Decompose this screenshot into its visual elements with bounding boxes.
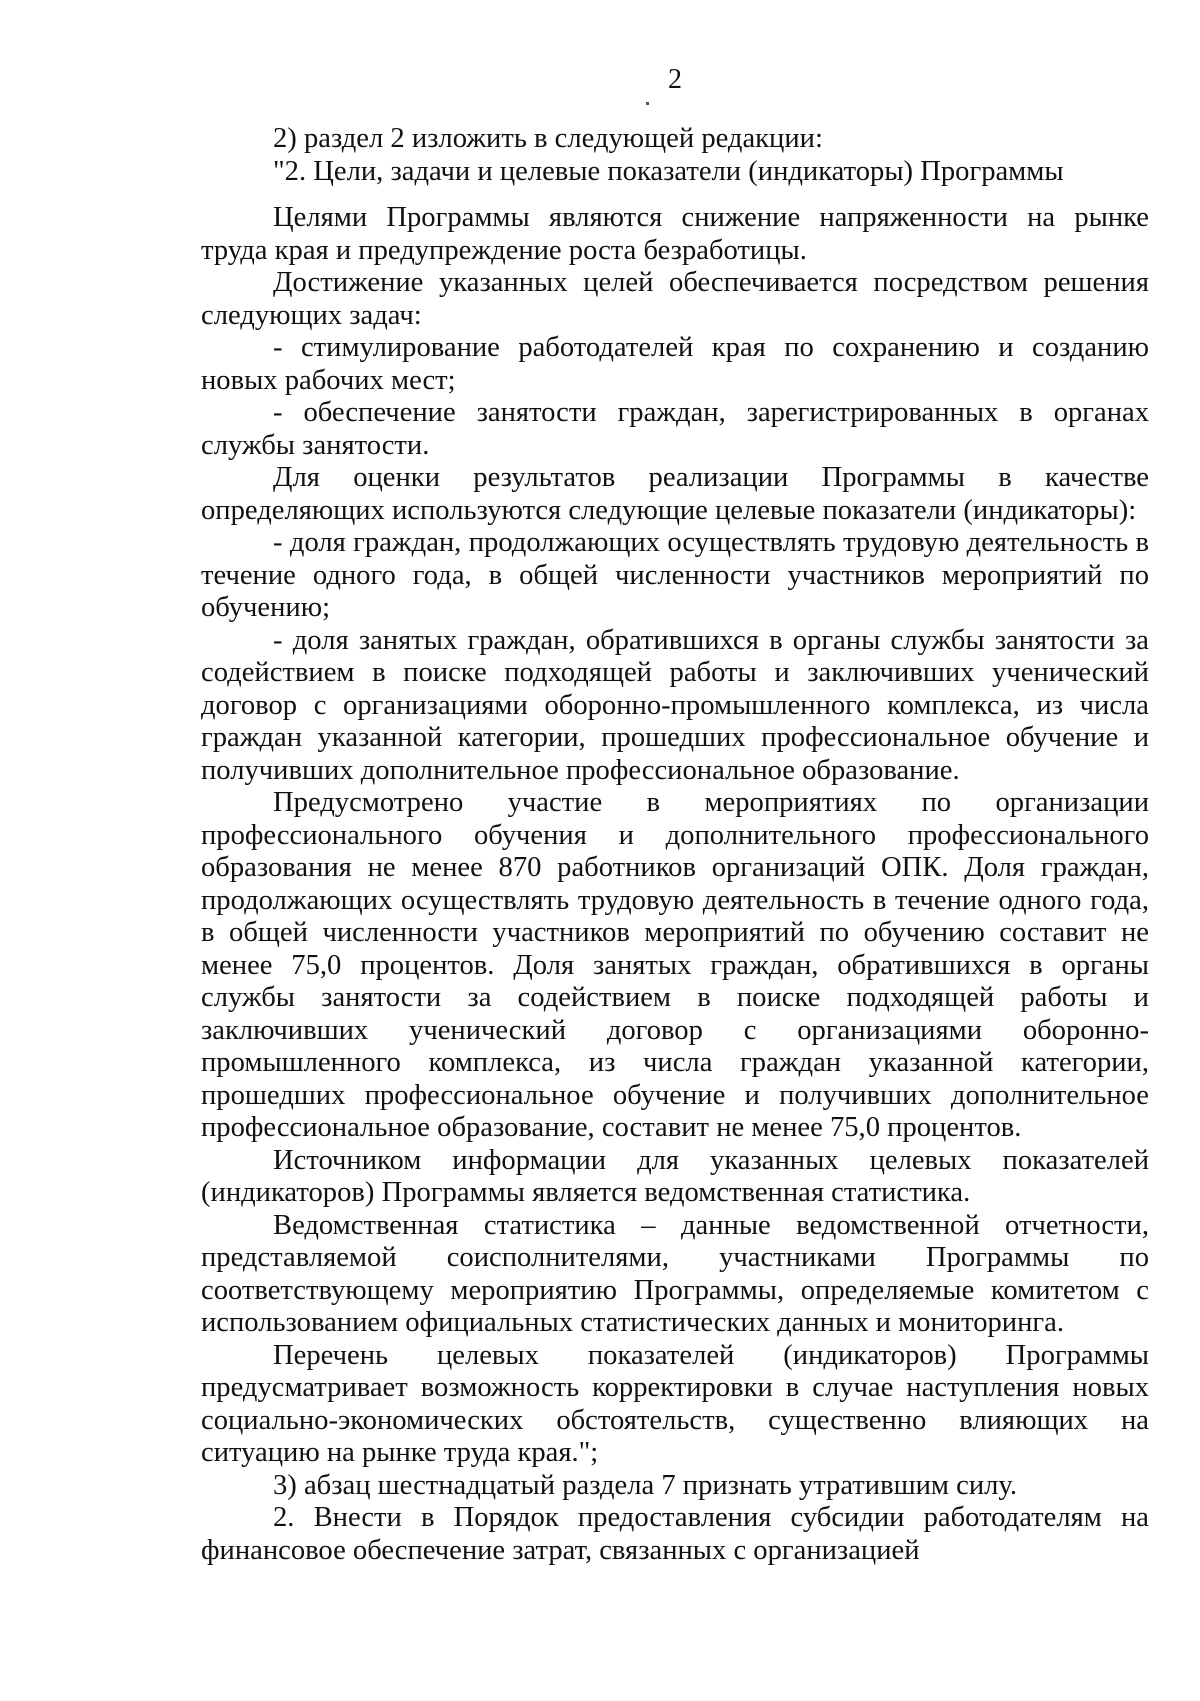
paragraph-section-2-start: 2. Внести в Порядок предоставления субсидии работодателям на финансовое обеспечение затрат, связанных с организацией <box>201 1502 1149 1566</box>
paragraph-planned-participation: Предусмотрено участие в мероприятиях по организации профессионального обучения и дополнительного профессионального образования не менее 870 работников организаций ОПК. Доля граждан, продолжающих осуществлять трудовую деятельность в течение одного года, в общей численности участников мероприятий по обучению составит не менее 75,0 процентов. Доля занятых граждан, обратившихся в органы службы занятости за содействием в поиске подходящей работы и заключивших ученический договор с организациями оборонно-промышленного комплекса, из числа граждан указанной категории, прошедших профессиональное обучение и получивших дополнительное профессиональное образование, составит не менее 75,0 процентов. <box>201 787 1149 1143</box>
paragraph-information-source: Источником информации для указанных целевых показателей (индикаторов) Программы является ведомственная статистика. <box>201 1144 1149 1208</box>
section-heading: "2. Цели, задачи и целевые показатели (индикаторы) Программы <box>273 155 1064 187</box>
amendment-item-2: 2) раздел 2 изложить в следующей редакции: <box>273 123 823 154</box>
paragraph-indicator-list-adjustment: Перечень целевых показателей (индикаторов) Программы предусматривает возможность корректировки в случае наступления новых социально-экономических обстоятельств, существенно влияющих на ситуацию на рынке труда края."; <box>201 1339 1149 1468</box>
list-item-indicator-2: - доля занятых граждан, обратившихся в органы службы занятости за содействием в поиске подходящей работы и заключивших ученический договор с организациями оборонно-промышленного комплекса, из числа граждан указанной категории, прошедших профессиональное обучение и получивших дополнительное профессиональное образование. <box>201 624 1149 786</box>
paragraph-goals: Целями Программы являются снижение напряженности на рынке труда края и предупреждение роста безработицы. <box>201 202 1149 266</box>
list-item-task-2: - обеспечение занятости граждан, зарегистрированных в органах службы занятости. <box>201 397 1149 461</box>
list-item-task-1: - стимулирование работодателей края по сохранению и созданию новых рабочих мест; <box>201 332 1149 396</box>
list-item-indicator-1: - доля граждан, продолжающих осуществлять трудовую деятельность в течение одного года, в общей численности участников мероприятий по обучению; <box>201 527 1149 623</box>
paragraph-indicators-intro: Для оценки результатов реализации Программы в качестве определяющих используются следующие целевые показатели (индикаторы): <box>201 462 1149 526</box>
paragraph-departmental-statistics: Ведомственная статистика – данные ведомственной отчетности, представляемой соисполнителями, участниками Программы по соответствующему мероприятию Программы, определяемые комитетом с использованием официальных статистических данных и мониторинга. <box>201 1209 1149 1338</box>
page-number: 2 <box>668 64 682 95</box>
scan-speck <box>646 102 649 105</box>
paragraph-tasks-intro: Достижение указанных целей обеспечивается посредством решения следующих задач: <box>201 267 1149 331</box>
amendment-item-3: 3) абзац шестнадцатый раздела 7 признать утратившим силу. <box>273 1469 1017 1501</box>
document-body <box>201 123 1149 1567</box>
